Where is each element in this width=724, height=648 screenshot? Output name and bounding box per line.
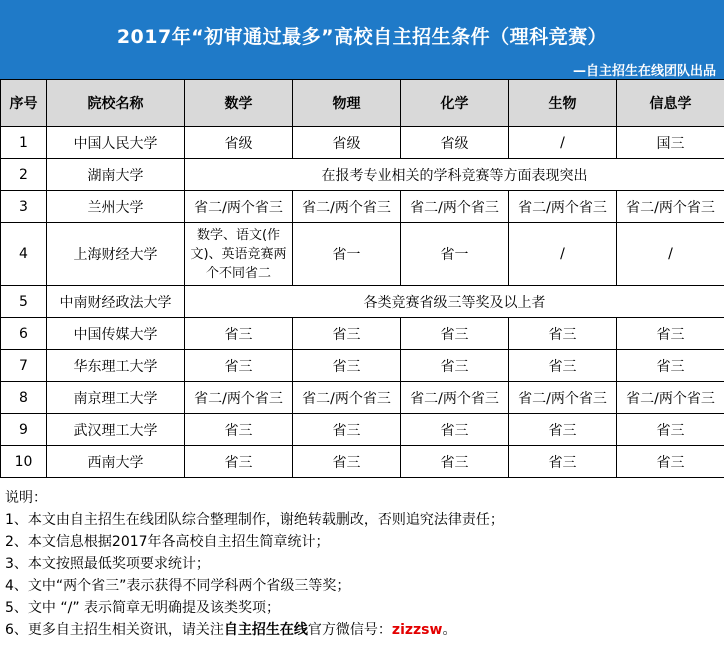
cell-informatics: 省二/两个省三	[617, 191, 724, 223]
cell-biology: 省三	[509, 446, 617, 478]
cell-informatics: 省三	[617, 446, 724, 478]
school-name: 武汉理工大学	[47, 414, 185, 446]
note-item-follow	[5, 619, 504, 641]
table-row	[1, 414, 724, 446]
note-item: 3、本文按照最低奖项要求统计；	[5, 556, 210, 572]
column-header-chemistry: 化学	[401, 80, 509, 127]
row-number: 1	[1, 127, 47, 159]
cell-physics: 省级	[293, 127, 401, 159]
cell-biology: 省二/两个省三	[509, 191, 617, 223]
notes-heading: 说明：	[5, 490, 47, 506]
cell-chemistry: 省一	[401, 223, 509, 286]
note-item: 4、文中“两个省三”表示获得不同学科两个省级三等奖；	[5, 578, 351, 594]
column-header-informatics: 信息学	[617, 80, 724, 127]
row-number: 5	[1, 286, 47, 318]
cell-chemistry: 省三	[401, 446, 509, 478]
column-header-math: 数学	[185, 80, 293, 127]
row-number: 8	[1, 382, 47, 414]
table-row	[1, 350, 724, 382]
column-header-biology: 生物	[509, 80, 617, 127]
cell-chemistry: 省级	[401, 127, 509, 159]
cell-math: 省级	[185, 127, 293, 159]
cell-physics: 省三	[293, 350, 401, 382]
column-header-school: 院校名称	[47, 80, 185, 127]
cell-physics: 省二/两个省三	[293, 191, 401, 223]
school-name: 中南财经政法大学	[47, 286, 185, 318]
cell-biology: 省三	[509, 318, 617, 350]
row-number: 9	[1, 414, 47, 446]
cell-math: 省三	[185, 446, 293, 478]
cell-informatics: 省三	[617, 414, 724, 446]
page-subtitle: —自主招生在线团队出品	[572, 64, 716, 79]
cell-math: 省二/两个省三	[185, 191, 293, 223]
cell-physics: 省一	[293, 223, 401, 286]
row-number: 7	[1, 350, 47, 382]
cell-biology: 省三	[509, 350, 617, 382]
merged-requirement: 各类竞赛省级三等奖及以上者	[185, 286, 724, 318]
school-name: 上海财经大学	[47, 223, 185, 286]
cell-physics: 省三	[293, 446, 401, 478]
table-row	[1, 318, 724, 350]
cell-math: 省三	[185, 318, 293, 350]
table-row	[1, 223, 724, 286]
table-row	[1, 159, 724, 191]
cell-biology: /	[509, 127, 617, 159]
note-follow-end: 。	[442, 622, 457, 638]
cell-biology: 省三	[509, 414, 617, 446]
cell-math: 省二/两个省三	[185, 382, 293, 414]
header-banner	[0, 0, 724, 79]
school-name: 南京理工大学	[47, 382, 185, 414]
cell-math: 数学、语文(作文)、英语竞赛两个不同省二	[185, 223, 293, 286]
cell-math: 省三	[185, 350, 293, 382]
row-number: 3	[1, 191, 47, 223]
cell-biology: 省二/两个省三	[509, 382, 617, 414]
cell-chemistry: 省二/两个省三	[401, 191, 509, 223]
table-row	[1, 382, 724, 414]
row-number: 2	[1, 159, 47, 191]
table-row	[1, 286, 724, 318]
row-number: 10	[1, 446, 47, 478]
notes-section	[5, 487, 504, 641]
table-row	[1, 446, 724, 478]
note-item: 2、本文信息根据2017年各高校自主招生简章统计；	[5, 534, 330, 550]
school-name: 湖南大学	[47, 159, 185, 191]
cell-chemistry: 省三	[401, 350, 509, 382]
cell-physics: 省三	[293, 318, 401, 350]
cell-informatics: 国三	[617, 127, 724, 159]
cell-informatics: 省三	[617, 350, 724, 382]
table-row	[1, 191, 724, 223]
page-title: 2017年“初审通过最多”高校自主招生条件（理科竞赛）	[116, 26, 608, 48]
column-header-physics: 物理	[293, 80, 401, 127]
row-number: 6	[1, 318, 47, 350]
table-header-row	[1, 80, 724, 127]
table-row	[1, 127, 724, 159]
school-name: 中国传媒大学	[47, 318, 185, 350]
admission-table	[0, 79, 724, 478]
school-name: 华东理工大学	[47, 350, 185, 382]
cell-informatics: /	[617, 223, 724, 286]
cell-chemistry: 省二/两个省三	[401, 382, 509, 414]
cell-math: 省三	[185, 414, 293, 446]
note-item: 5、文中 “/” 表示简章无明确提及该类奖项；	[5, 600, 281, 616]
cell-biology: /	[509, 223, 617, 286]
note-follow-prefix: 6、更多自主招生相关资讯，请关注	[5, 622, 224, 638]
column-header-no: 序号	[1, 80, 47, 127]
school-name: 兰州大学	[47, 191, 185, 223]
cell-physics: 省二/两个省三	[293, 382, 401, 414]
cell-physics: 省三	[293, 414, 401, 446]
cell-chemistry: 省三	[401, 414, 509, 446]
note-follow-mid: 官方微信号：	[307, 622, 392, 638]
cell-informatics: 省二/两个省三	[617, 382, 724, 414]
cell-informatics: 省三	[617, 318, 724, 350]
brand-name: 自主招生在线	[223, 622, 308, 638]
cell-chemistry: 省三	[401, 318, 509, 350]
row-number: 4	[1, 223, 47, 286]
wechat-id: zizzsw	[391, 622, 443, 638]
merged-requirement: 在报考专业相关的学科竞赛等方面表现突出	[185, 159, 724, 191]
school-name: 西南大学	[47, 446, 185, 478]
school-name: 中国人民大学	[47, 127, 185, 159]
note-item: 1、本文由自主招生在线团队综合整理制作，谢绝转载删改，否则追究法律责任；	[5, 512, 504, 528]
